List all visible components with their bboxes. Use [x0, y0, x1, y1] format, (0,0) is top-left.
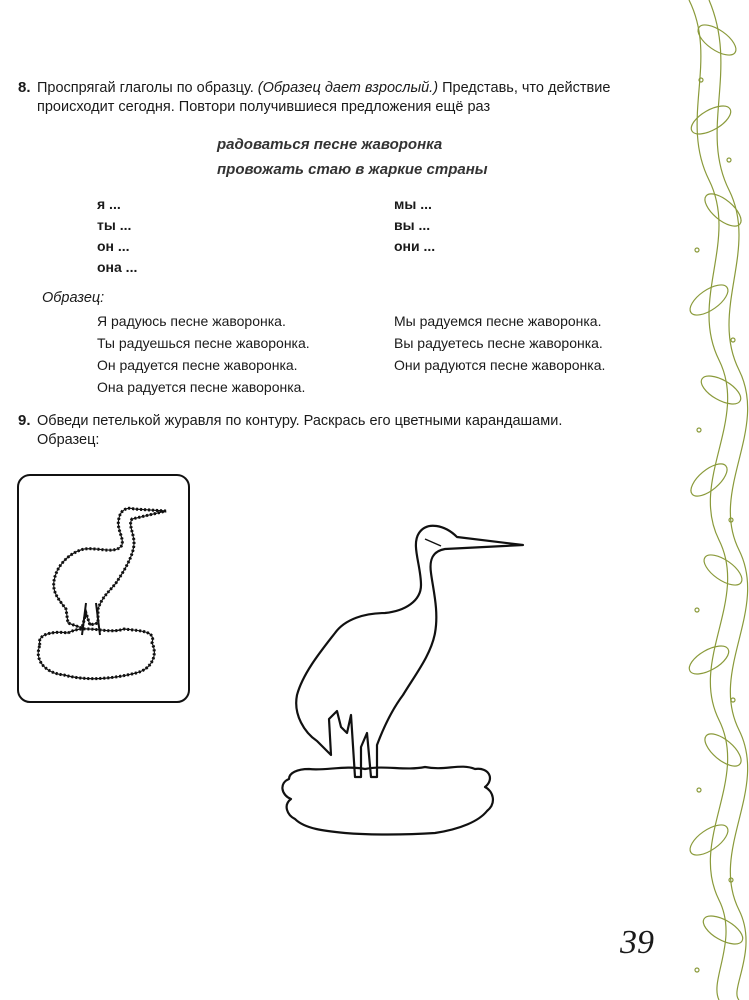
fish-ornament-border: [679, 0, 749, 1000]
task8-text-italic: (Образец дает взрослый.): [257, 80, 439, 96]
pronoun-right-0: мы ...: [394, 196, 432, 212]
task8-number: 8.: [18, 79, 31, 96]
sample-left-2: Он радуется песне жаворонка.: [97, 357, 298, 373]
pronoun-left-3: она ...: [97, 259, 138, 275]
pronoun-left-1: ты ...: [97, 217, 132, 233]
sample-left-0: Я радуюсь песне жаворонка.: [97, 313, 286, 329]
task8-phrase2: провожать стаю в жаркие страны: [217, 161, 488, 178]
sample-right-2: Они радуются песне жаворонка.: [394, 357, 606, 373]
task8-instruction: [37, 79, 677, 98]
crane-outline-image: [275, 515, 530, 840]
sample-left-list: [97, 310, 310, 398]
crane-sample-image: [16, 473, 191, 704]
sample-right-0: Мы радуемся песне жаворонка.: [394, 313, 602, 329]
task8-instruction-line2: происходит сегодня. Повтори получившиеся предложения ещё раз: [37, 99, 491, 115]
sample-right-1: Вы радуетесь песне жаворонка.: [394, 335, 603, 351]
pronoun-left-0: я ...: [97, 196, 121, 212]
task8-sample-label: Образец:: [42, 290, 105, 306]
sample-left-1: Ты радуешься песне жаворонка.: [97, 335, 310, 351]
pronoun-right-2: они ...: [394, 238, 436, 254]
task8-text-rest: Представь, что действие: [442, 80, 611, 96]
task9-number: 9.: [18, 412, 31, 429]
sample-left-3: Она радуется песне жаворонка.: [97, 379, 306, 395]
page-number: 39: [620, 924, 654, 961]
task9-instruction: Обведи петелькой журавля по контуру. Раскрась его цветными карандашами.: [37, 413, 563, 429]
sample-right-list: [394, 310, 605, 376]
task8-text-main: Проспрягай глаголы по образцу.: [37, 80, 254, 96]
pronoun-right-1: вы ...: [394, 217, 431, 233]
task9-sample-label: Образец:: [37, 432, 100, 448]
task8-phrase1: радоваться песне жаворонка: [217, 136, 443, 153]
pronoun-left-2: он ...: [97, 238, 130, 254]
